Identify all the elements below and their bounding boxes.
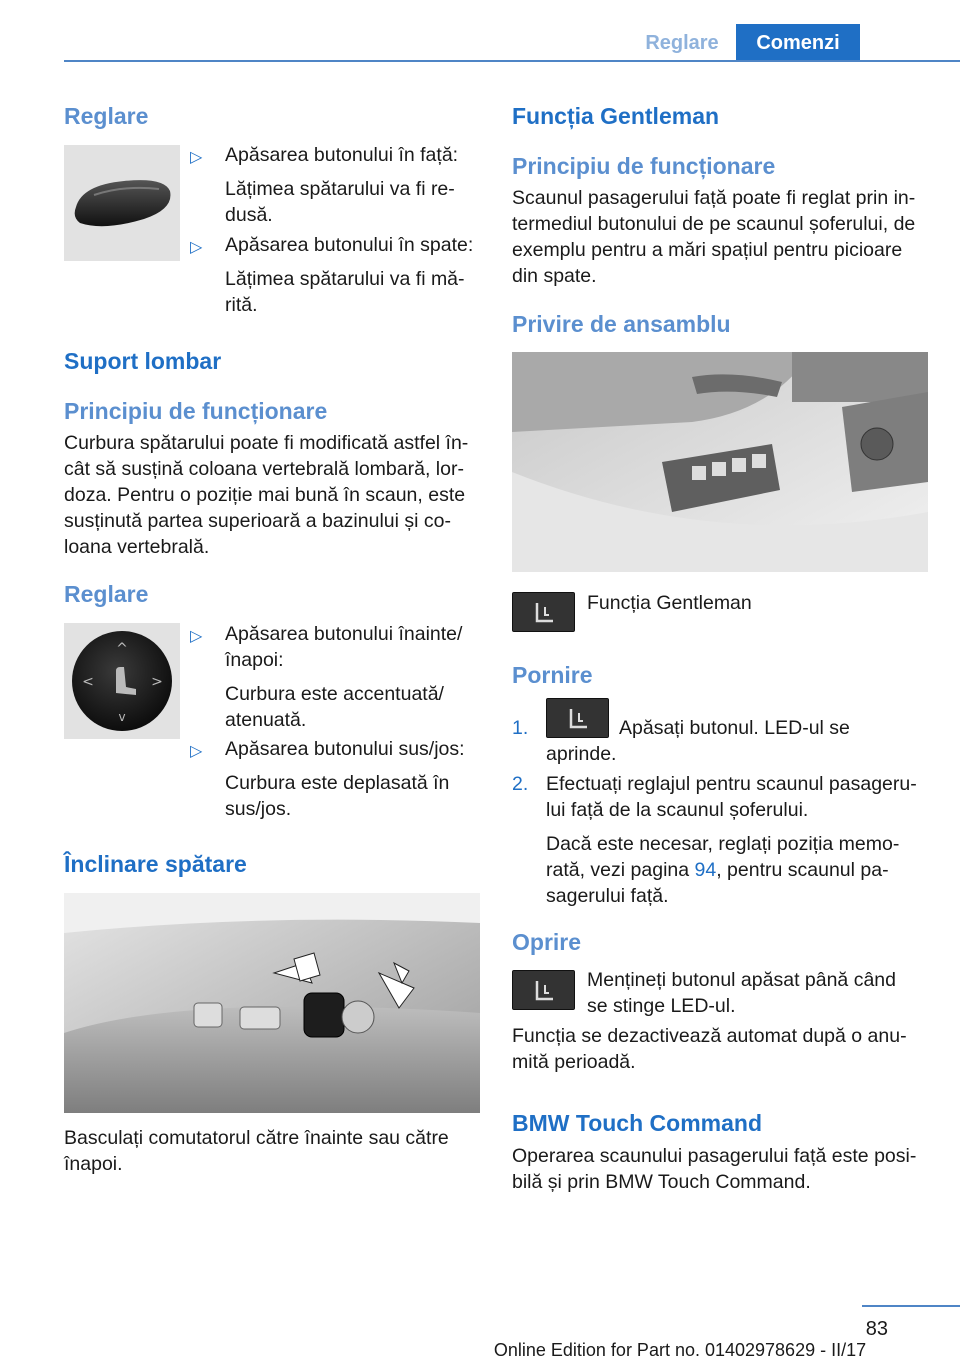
- inclinare-heading: Înclinare spătare: [64, 851, 247, 877]
- item-text: atenuată.: [225, 709, 307, 731]
- gentleman-heading: Funcția Gentleman: [512, 103, 720, 129]
- svg-text:^: ^: [116, 641, 128, 657]
- item-text: Apăsarea butonului înainte/: [225, 623, 463, 645]
- seat-gentleman-icon: [512, 592, 575, 632]
- caption-line: înapoi.: [64, 1153, 123, 1175]
- item-text: Apăsarea butonului în spate:: [225, 234, 474, 256]
- step-number: 2.: [512, 773, 529, 795]
- touch-command-paragraph: [512, 1143, 932, 1195]
- seat-switch-image: [64, 893, 480, 1113]
- width-button-image: [64, 145, 180, 261]
- header-chapter-tab: Comenzi: [736, 24, 860, 62]
- triangle-right-icon: ▷: [190, 149, 203, 166]
- page-number: 83: [865, 1318, 888, 1340]
- step-line: Efectuați reglajul pentru scaunul pasageru-: [546, 773, 917, 795]
- caption-line: Basculați comutatorul către înainte sau către: [64, 1127, 449, 1149]
- paragraph-line: exemplu pentru a mări spațiul pentru picioare: [512, 239, 903, 261]
- principiu-heading-left: Principiu de funcționare: [64, 398, 328, 424]
- item-text: sus/jos.: [225, 798, 292, 820]
- triangle-right-icon: ▷: [190, 239, 203, 256]
- triangle-right-icon: ▷: [190, 628, 203, 645]
- item-text: dusă.: [225, 204, 273, 226]
- step1-line-b: aprinde.: [546, 743, 617, 765]
- item-text: Apăsarea butonului în față:: [225, 144, 459, 166]
- seat-gentleman-icon: [546, 698, 609, 738]
- step-line: [546, 857, 936, 883]
- paragraph-line: Scaunul pasagerului față poate fi reglat prin in-: [512, 187, 916, 209]
- lombar-heading: Suport lombar: [64, 348, 222, 374]
- gentleman-label: Funcția Gentleman: [587, 592, 752, 614]
- paragraph-line: din spate.: [512, 265, 597, 287]
- step-line: lui față de la scaunul șoferului.: [546, 799, 809, 821]
- paragraph-line: mită perioadă.: [512, 1051, 636, 1073]
- oprire-text: [587, 967, 927, 1019]
- paragraph-line: termediul butonului de pe scaunul șoferului, de: [512, 213, 916, 235]
- header-section-label: Reglare: [645, 31, 719, 54]
- edition-note: Online Edition for Part no. 01402978629 - II/17: [493, 1340, 867, 1360]
- item-text: Lățimea spătarului va fi re-: [225, 178, 455, 200]
- lumbar-controller-image: [64, 623, 180, 739]
- pornire-heading: Pornire: [512, 662, 593, 688]
- paragraph-line: Curbura spătarului poate fi modificată astfel în-: [64, 432, 469, 454]
- item-text: Curbura este deplasată în: [225, 772, 450, 794]
- reglare2-item-1: [225, 621, 462, 733]
- oprire-line: se stinge LED-ul.: [587, 995, 736, 1017]
- paragraph-line: cât să susțină coloana vertebrală lombară, lor-: [64, 458, 464, 480]
- oprire-paragraph: [512, 1023, 932, 1075]
- item-text: Lățimea spătarului va fi mă-: [225, 268, 465, 290]
- svg-text:<: <: [82, 674, 94, 690]
- principiu-heading-right: Principiu de funcționare: [512, 153, 776, 179]
- principiu-paragraph-right: [512, 185, 932, 289]
- door-panel-image: [512, 352, 928, 572]
- principiu-paragraph-left: [64, 430, 480, 560]
- reglare-heading-2: Reglare: [64, 581, 149, 607]
- paragraph-line: susținută partea superioară a bazinului și co-: [64, 510, 451, 532]
- reglare-heading: Reglare: [64, 103, 149, 129]
- inclinare-caption: [64, 1125, 480, 1177]
- step1-line-a: Apăsați butonul. LED-ul se: [619, 717, 850, 739]
- reglare2-item-2: [225, 736, 465, 822]
- item-text: înapoi:: [225, 649, 284, 671]
- reglare-item-1: [225, 142, 458, 228]
- step-line: sagerului față.: [546, 885, 669, 907]
- touch-command-heading: BMW Touch Command: [512, 1110, 762, 1136]
- oprire-line: Mențineți butonul apăsat până când: [587, 969, 896, 991]
- paragraph-line: Operarea scaunului pasagerului față este posi-: [512, 1145, 917, 1167]
- page-94-link[interactable]: 94: [694, 859, 717, 881]
- svg-text:v: v: [118, 710, 126, 724]
- seat-gentleman-icon: [512, 970, 575, 1010]
- step-text: rată, vezi pagina: [546, 859, 695, 881]
- step2-text: [546, 771, 936, 909]
- item-text: Apăsarea butonului sus/jos:: [225, 738, 465, 760]
- step-text: , pentru scaunul pa-: [716, 859, 889, 881]
- paragraph-line: bilă și prin BMW Touch Command.: [512, 1171, 811, 1193]
- paragraph-line: Funcția se dezactivează automat după o anu-: [512, 1025, 907, 1047]
- paragraph-line: doza. Pentru o poziție mai bună în scaun, este: [64, 484, 466, 506]
- step-line: Dacă este necesar, reglați poziția memo-: [546, 833, 900, 855]
- svg-text:>: >: [151, 674, 163, 690]
- oprire-heading: Oprire: [512, 929, 582, 955]
- reglare-item-2: [225, 232, 473, 318]
- step-number: 1.: [512, 717, 529, 739]
- privire-heading: Privire de ansamblu: [512, 311, 731, 337]
- triangle-right-icon: ▷: [190, 743, 203, 760]
- footer-rule: [862, 1305, 960, 1307]
- item-text: rită.: [225, 294, 258, 316]
- paragraph-line: loana vertebrală.: [64, 536, 210, 558]
- item-text: Curbura este accentuată/: [225, 683, 444, 705]
- header-rule: [64, 60, 960, 62]
